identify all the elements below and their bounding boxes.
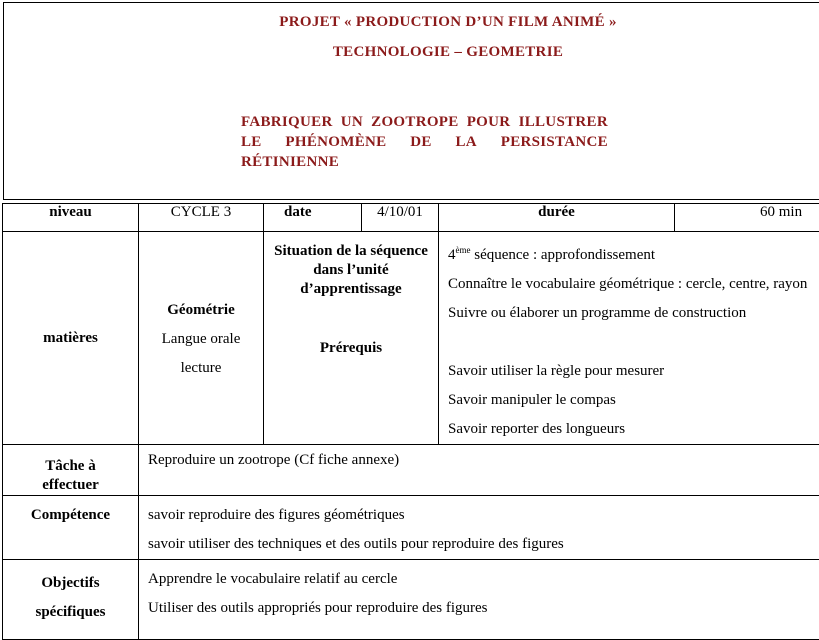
matieres-row xyxy=(3,232,819,445)
subject-extra: lecture xyxy=(139,354,263,383)
title-word: PERSISTANCE xyxy=(501,132,608,152)
objectif-item: Apprendre le vocabulaire relatif au cercle xyxy=(148,565,819,594)
situation-item: Suivre ou élaborer un programme de construction xyxy=(448,299,819,328)
competence-row xyxy=(3,496,819,560)
title-word: FABRIQUER xyxy=(241,112,333,132)
subject-title: TECHNOLOGIE – GEOMETRIE xyxy=(0,44,819,61)
project-title: PROJET « PRODUCTION D’UN FILM ANIMÉ » xyxy=(0,14,819,31)
date-label: date xyxy=(264,204,362,232)
duree-label: durée xyxy=(439,204,675,232)
tache-row xyxy=(3,445,819,496)
lesson-title xyxy=(241,112,608,172)
situation-cell xyxy=(264,232,439,445)
sequence-text: séquence : approfondissement xyxy=(471,247,656,263)
objectifs-label: Objectifs spécifiques xyxy=(3,560,139,640)
tache-value: Reproduire un zootrope (Cf fiche annexe) xyxy=(139,445,819,496)
lesson-title-line-1 xyxy=(241,112,608,132)
competence-content xyxy=(139,496,819,560)
niveau-label: niveau xyxy=(3,204,139,232)
tache-label: Tâche à effectuer xyxy=(3,445,139,496)
prerequis-item: Savoir manipuler le compas xyxy=(448,386,819,415)
info-row xyxy=(3,204,819,232)
matieres-subjects xyxy=(139,232,264,445)
subject-extra: Langue orale xyxy=(139,325,263,354)
spacer xyxy=(448,328,819,357)
situation-item: Connaître le vocabulaire géométrique : cercle, centre, rayon xyxy=(448,270,819,299)
date-value: 4/10/01 xyxy=(362,204,439,232)
title-word: LE xyxy=(241,132,262,152)
title-word: POUR xyxy=(467,112,511,132)
sequence-line xyxy=(448,236,819,270)
objectifs-content xyxy=(139,560,819,640)
title-word: ZOOTROPE xyxy=(371,112,458,132)
competence-item: savoir utiliser des techniques et des outils pour reproduire des figures xyxy=(148,530,819,559)
lesson-title-line-3: RÉTINIENNE xyxy=(241,152,608,172)
competence-item: savoir reproduire des figures géométriques xyxy=(148,501,819,530)
competence-label: Compétence xyxy=(3,496,139,560)
prerequis-item: Savoir reporter des longueurs xyxy=(448,415,819,444)
title-word: ILLUSTRER xyxy=(519,112,608,132)
situation-content xyxy=(439,232,819,445)
title-word: PHÉNOMÈNE xyxy=(285,132,386,152)
objectif-item: Utiliser des outils appropriés pour reproduire des figures xyxy=(148,594,819,623)
situation-label: Situation de la séquence dans l’unité d’apprentissage xyxy=(264,242,438,299)
title-word: LA xyxy=(456,132,477,152)
sequence-number: 4 xyxy=(448,247,456,263)
subject-main: Géométrie xyxy=(139,296,263,325)
niveau-value: CYCLE 3 xyxy=(139,204,264,232)
sequence-suffix: ème xyxy=(456,245,471,255)
objectifs-row xyxy=(3,560,819,640)
matieres-label: matières xyxy=(3,232,139,445)
duree-value: 60 min xyxy=(675,204,819,232)
prerequis-item: Savoir utiliser la règle pour mesurer xyxy=(448,357,819,386)
title-word: UN xyxy=(341,112,363,132)
lesson-title-line-2 xyxy=(241,132,608,152)
title-word: DE xyxy=(410,132,431,152)
lesson-table xyxy=(2,203,819,640)
prerequis-label: Prérequis xyxy=(264,339,438,358)
